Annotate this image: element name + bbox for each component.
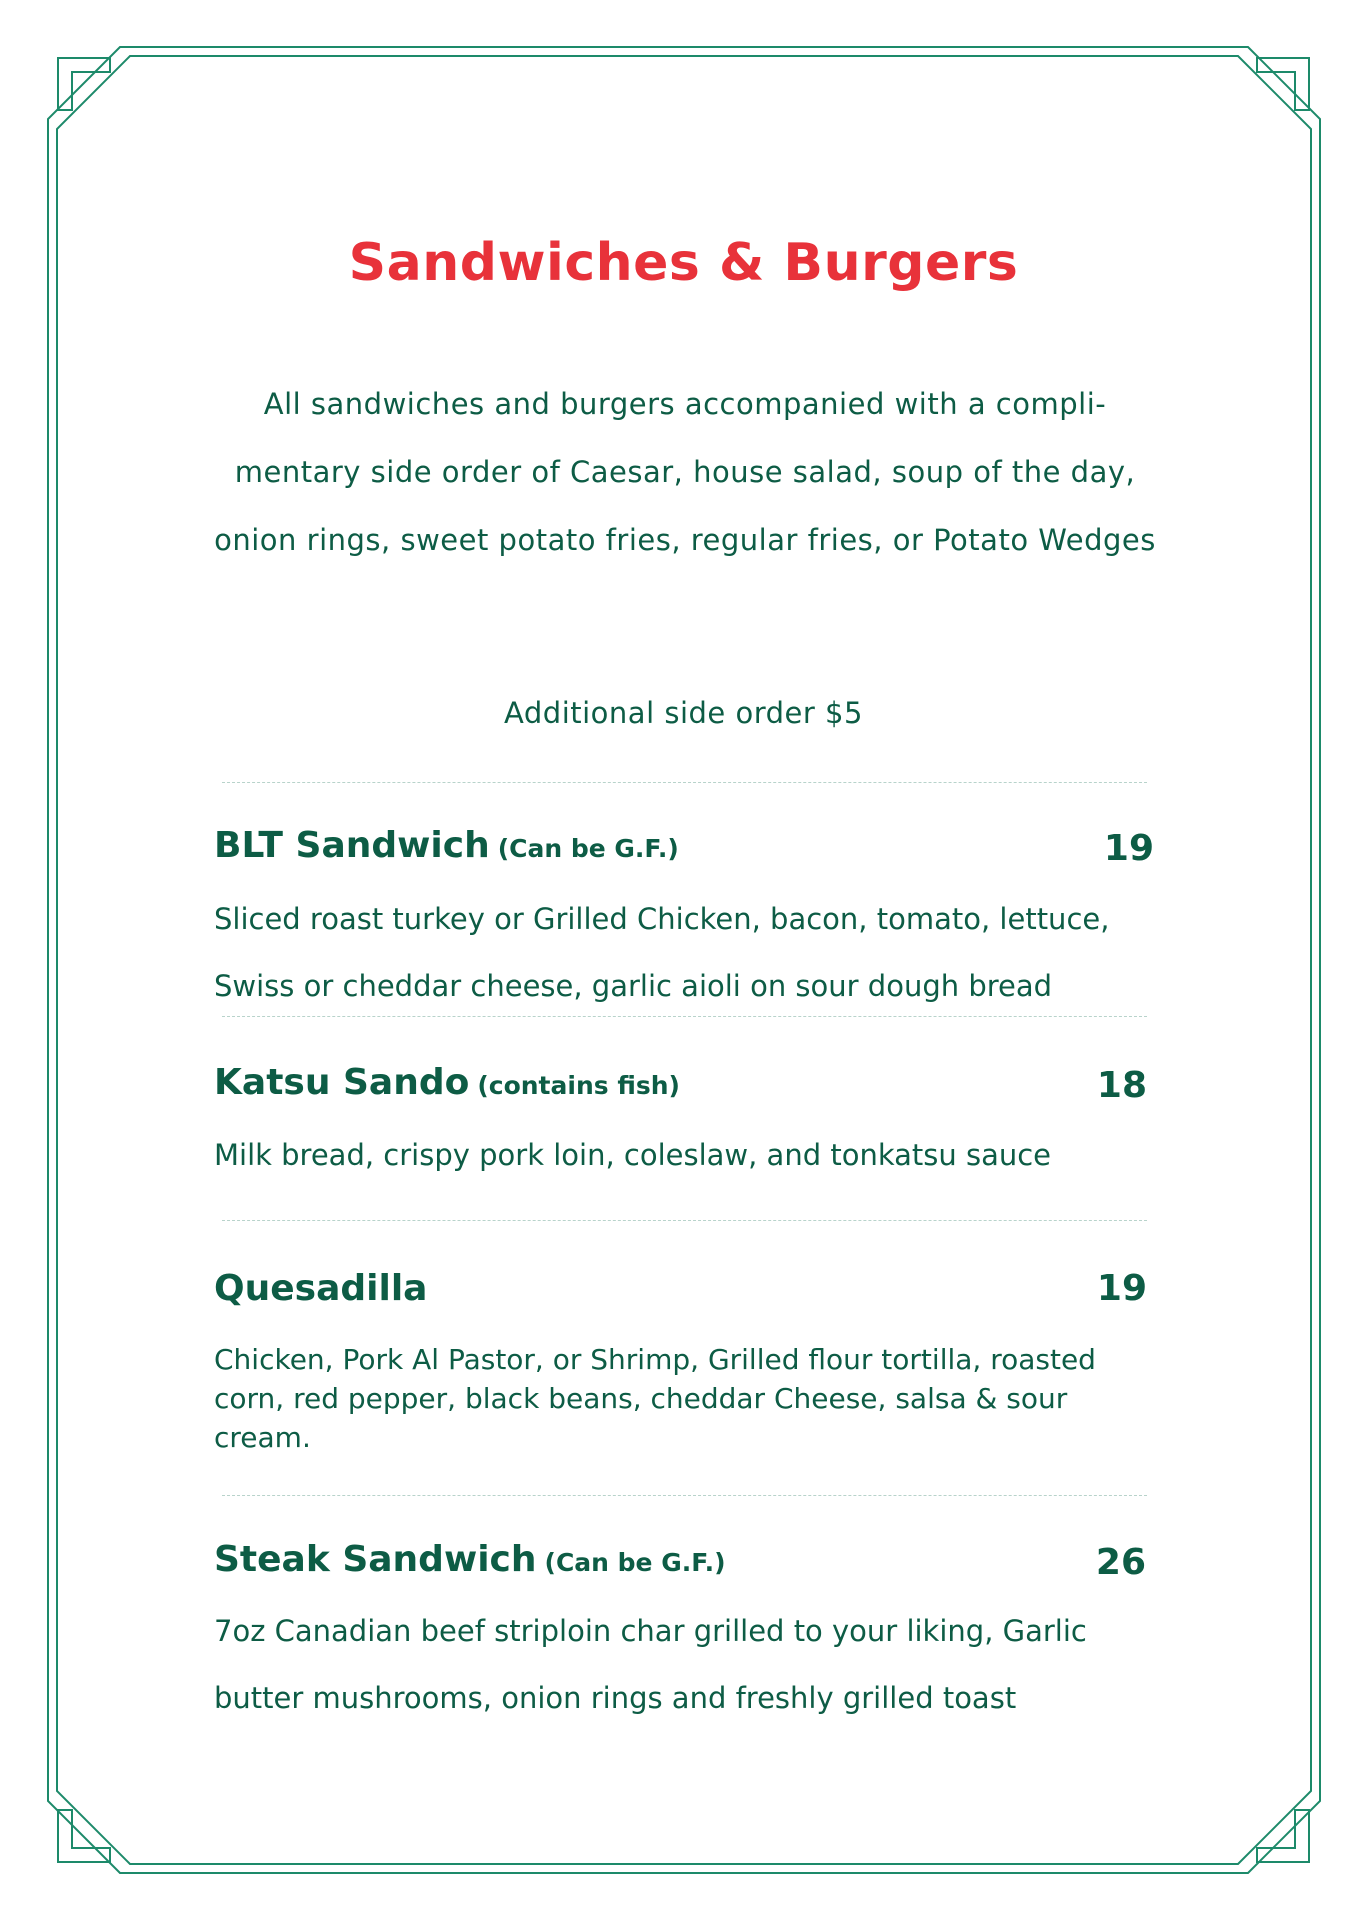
- item-title: [214, 1535, 726, 1588]
- item-title: [214, 821, 679, 874]
- menu-item-header: [214, 1538, 1154, 1588]
- intro-text: All sandwiches and burgers accompanied with a compli-mentary side order of Caesar, house salad, soup of the day, onion rings, sweet potato fries, regular fries, or Potato Wedges: [214, 387, 1156, 557]
- additional-side-note: Additional side order $5: [504, 696, 863, 730]
- divider: [222, 1220, 1147, 1221]
- item-note: (Can be G.F.): [544, 1548, 726, 1577]
- item-price: 26: [1095, 1542, 1146, 1583]
- divider: [222, 782, 1147, 783]
- item-description: 7oz Canadian beef striploin char grilled to your liking, Garlic butter mushrooms, onion rings and freshly grilled toast: [214, 1614, 1087, 1715]
- item-note: (Can be G.F.): [497, 834, 679, 863]
- item-title: [214, 1058, 680, 1111]
- page-title: Sandwiches & Burgers: [348, 233, 1019, 293]
- item-price: 19: [1096, 1268, 1147, 1309]
- divider: [222, 1016, 1147, 1017]
- item-description: Sliced roast turkey or Grilled Chicken, bacon, tomato, lettuce, Swiss or cheddar cheese, garlic aioli on sour dough bread: [214, 902, 1110, 1003]
- item-price: 18: [1096, 1065, 1147, 1106]
- menu-item-header: [214, 1061, 1154, 1111]
- item-description: Chicken, Pork Al Pastor, or Shrimp, Grilled flour tortilla, roasted corn, red pepper, black beans, cheddar Cheese, salsa & sour cream.: [214, 1343, 1096, 1454]
- item-name: Katsu Sando: [214, 1062, 470, 1103]
- item-price: 19: [1103, 828, 1154, 869]
- item-name: BLT Sandwich: [214, 825, 490, 866]
- menu-item-header: [214, 1264, 1154, 1314]
- item-description: Milk bread, crispy pork loin, coleslaw, and tonkatsu sauce: [214, 1138, 1052, 1172]
- item-name: Quesadilla: [214, 1268, 428, 1309]
- item-note: (contains fish): [477, 1071, 680, 1100]
- divider: [222, 1495, 1147, 1496]
- item-title: [214, 1264, 427, 1314]
- menu-item-header: [214, 824, 1154, 874]
- item-name: Steak Sandwich: [214, 1539, 537, 1580]
